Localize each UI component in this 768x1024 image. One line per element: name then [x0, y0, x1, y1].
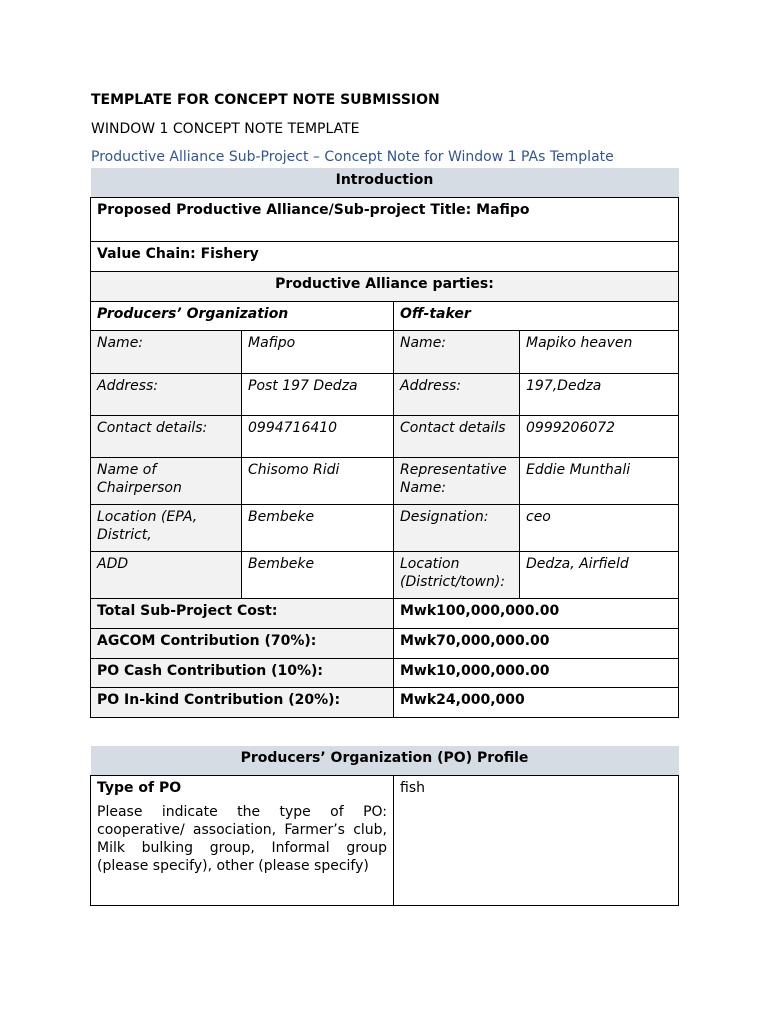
po-contact-value: 0994716410 [242, 415, 394, 457]
po-chairperson-value: Chisomo Ridi [242, 457, 394, 504]
po-inkind-contribution-value: Mwk24,000,000 [394, 687, 679, 717]
po-type-cell [91, 775, 394, 905]
po-cash-contribution-label: PO Cash Contribution (10%): [91, 658, 394, 687]
introduction-band: Introduction [91, 168, 679, 197]
proposed-title-cell: Proposed Productive Alliance/Sub-project Title: Mafipo [91, 197, 679, 241]
po-header: Producers’ Organization [91, 301, 394, 330]
document-title: TEMPLATE FOR CONCEPT NOTE SUBMISSION [91, 92, 440, 108]
party-row [91, 457, 679, 504]
offtaker-contact-value: 0999206072 [520, 415, 679, 457]
po-type-label: Type of PO [97, 779, 182, 796]
party-row [91, 373, 679, 415]
party-row [91, 330, 679, 373]
value-chain-cell: Value Chain: Fishery [91, 241, 679, 271]
parties-header: Productive Alliance parties: [91, 271, 679, 301]
po-address-label: Address: [91, 373, 242, 415]
total-cost-value: Mwk100,000,000.00 [394, 598, 679, 628]
agcom-contribution-value: Mwk70,000,000.00 [394, 628, 679, 658]
po-type-value: fish [394, 775, 679, 905]
offtaker-header: Off-taker [394, 301, 679, 330]
offtaker-representative-label: Representative Name: [394, 457, 520, 504]
po-profile-table [90, 746, 679, 906]
offtaker-designation-value: ceo [520, 504, 679, 551]
cost-row [91, 628, 679, 658]
offtaker-name-value: Mapiko heaven [520, 330, 679, 373]
po-location-value: Bembeke [242, 504, 394, 551]
offtaker-name-label: Name: [394, 330, 520, 373]
document-subtitle: WINDOW 1 CONCEPT NOTE TEMPLATE [91, 121, 360, 137]
cost-row [91, 658, 679, 687]
offtaker-location-value: Dedza, Airfield [520, 551, 679, 598]
agcom-contribution-label: AGCOM Contribution (70%): [91, 628, 394, 658]
cost-row [91, 687, 679, 717]
po-contact-label: Contact details: [91, 415, 242, 457]
introduction-table [90, 168, 679, 718]
party-row [91, 551, 679, 598]
po-inkind-contribution-label: PO In-kind Contribution (20%): [91, 687, 394, 717]
po-name-value: Mafipo [242, 330, 394, 373]
po-type-help: Please indicate the type of PO: cooperative/ association, Farmer’s club, Milk bulking group, Informal group (please specify), other (please specify) [97, 803, 387, 874]
offtaker-location-label: Location (District/town): [394, 551, 520, 598]
po-add-value: Bembeke [242, 551, 394, 598]
offtaker-designation-label: Designation: [394, 504, 520, 551]
total-cost-label: Total Sub-Project Cost: [91, 598, 394, 628]
offtaker-address-value: 197,Dedza [520, 373, 679, 415]
offtaker-contact-label: Contact details [394, 415, 520, 457]
cost-row [91, 598, 679, 628]
po-location-label: Location (EPA, District, [91, 504, 242, 551]
offtaker-representative-value: Eddie Munthali [520, 457, 679, 504]
po-address-value: Post 197 Dedza [242, 373, 394, 415]
party-row [91, 415, 679, 457]
po-cash-contribution-value: Mwk10,000,000.00 [394, 658, 679, 687]
offtaker-address-label: Address: [394, 373, 520, 415]
po-profile-band: Producers’ Organization (PO) Profile [91, 746, 679, 775]
po-name-label: Name: [91, 330, 242, 373]
party-row [91, 504, 679, 551]
po-chairperson-label: Name of Chairperson [91, 457, 242, 504]
section-heading: Productive Alliance Sub-Project – Concept Note for Window 1 PAs Template [91, 149, 614, 165]
po-add-label: ADD [91, 551, 242, 598]
